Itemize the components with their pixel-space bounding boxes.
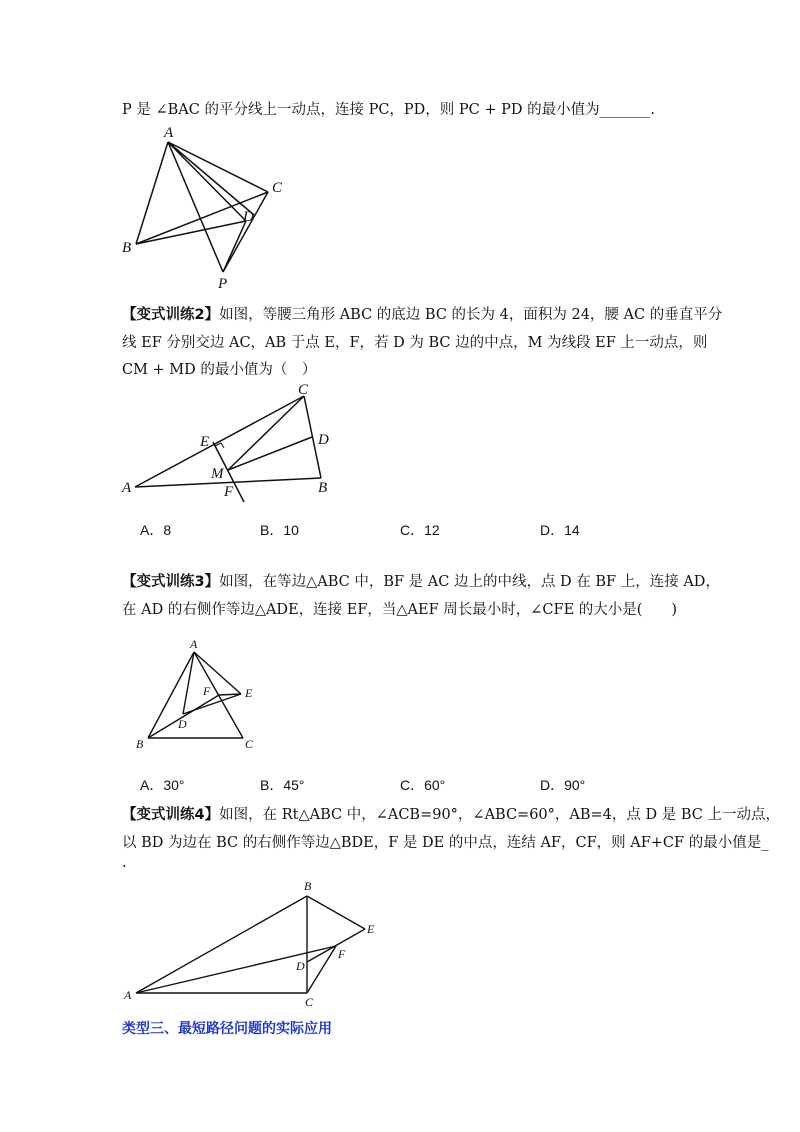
exercise4-line3: . xyxy=(122,855,127,871)
fig3-label-e: E xyxy=(245,686,253,700)
exercise2-option-c[interactable]: C．12 xyxy=(400,522,440,538)
exercise2-text1: 如图，等腰三角形 ABC 的底边 BC 的长为 4，面积为 24，腰 AC 的垂直平分 xyxy=(219,307,723,323)
exercise2-option-b[interactable]: B．10 xyxy=(260,522,299,538)
fig3-label-b: B xyxy=(136,737,144,751)
fig3-label-d: D xyxy=(178,717,187,731)
exercise3-option-c[interactable]: C．60° xyxy=(400,777,446,793)
fig1-label-a: A xyxy=(164,125,174,141)
fig2-label-f: F xyxy=(224,484,234,500)
fig1-label-d: D xyxy=(243,209,254,225)
fig4-label-d: D xyxy=(296,959,305,973)
exercise3-option-b[interactable]: B．45° xyxy=(260,777,305,793)
fig2-label-b: B xyxy=(318,480,328,496)
exercise4-tag: 【变式训练4】 xyxy=(122,807,220,823)
exercise3-line2: 在 AD 的右侧作等边△ADE，连接 EF，当△AEF 周长最小时，∠CFE 的大小是( ) xyxy=(122,602,678,618)
exercise3-line1 xyxy=(122,572,720,592)
section-heading: 类型三、最短路径问题的实际应用 xyxy=(122,1021,332,1037)
fig1-label-b: B xyxy=(122,240,132,256)
exercise3-tag: 【变式训练3】 xyxy=(122,574,220,590)
fig4-label-a: A xyxy=(124,988,132,1002)
exercise4-line1 xyxy=(122,805,780,825)
fig2-label-d: D xyxy=(318,432,329,448)
figure-3 xyxy=(128,634,278,754)
figure-2 xyxy=(118,382,348,504)
fig2-label-a: A xyxy=(122,480,132,496)
figure-1 xyxy=(110,122,310,297)
fig4-label-e: E xyxy=(367,922,375,936)
problem1-text: P 是 ∠BAC 的平分线上一动点，连接 PC，PD，则 PC + PD 的最小值为_______. xyxy=(122,102,655,118)
fig4-label-f: F xyxy=(338,947,346,961)
figure-4 xyxy=(118,872,388,1012)
exercise2-tag: 【变式训练2】 xyxy=(122,307,220,323)
exercise2-option-a[interactable]: A．8 xyxy=(140,522,172,538)
fig1-label-c: C xyxy=(272,180,283,196)
exercise3-option-a[interactable]: A．30° xyxy=(140,777,185,793)
exercise4-text1: 如图，在 Rt△ABC 中，∠ACB=90°，∠ABC=60°，AB=4，点 D 是 BC 上一动点， xyxy=(219,807,780,823)
exercise2-option-d[interactable]: D．14 xyxy=(540,522,580,538)
exercise3-option-d[interactable]: D．90° xyxy=(540,777,586,793)
fig3-label-c: C xyxy=(245,737,254,751)
fig1-label-p: P xyxy=(218,276,228,292)
fig2-label-e: E xyxy=(200,434,210,450)
fig2-label-m: M xyxy=(211,466,224,482)
fig3-label-f: F xyxy=(203,684,211,698)
exercise3-text1: 如图，在等边△ABC 中，BF 是 AC 边上的中线，点 D 在 BF 上，连接 AD， xyxy=(219,574,720,590)
fig4-label-c: C xyxy=(305,995,314,1009)
exercise2-line2: 线 EF 分别交边 AC，AB 于点 E，F，若 D 为 BC 边的中点，M 为线段 EF 上一动点，则 xyxy=(122,335,708,351)
fig4-label-b: B xyxy=(304,879,312,893)
fig2-label-c: C xyxy=(298,382,309,398)
exercise4-line2: 以 BD 为边在 BC 的右侧作等边△BDE，F 是 DE 的中点，连结 AF，CF，则 AF+CF 的最小值是_ xyxy=(122,835,769,851)
exercise2-line3: CM + MD 的最小值为（ ） xyxy=(122,362,317,378)
fig3-label-a: A xyxy=(190,637,198,651)
exercise2-line1 xyxy=(122,305,722,325)
